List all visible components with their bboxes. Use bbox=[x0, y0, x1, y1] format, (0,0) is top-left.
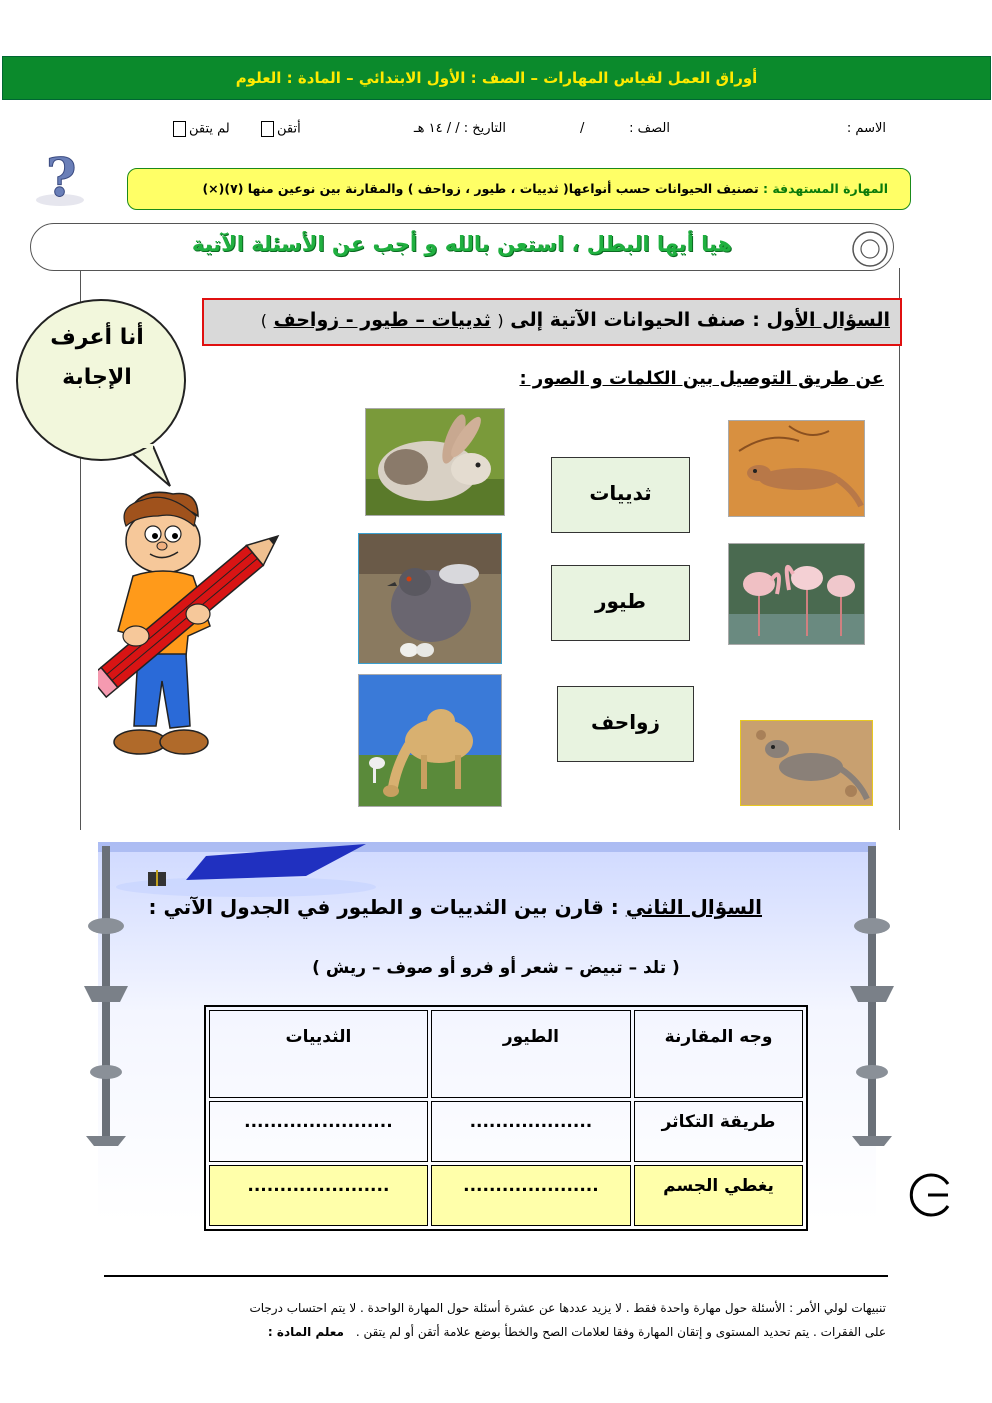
category-reptiles[interactable]: زواحف bbox=[557, 686, 694, 762]
options-close-paren: ) bbox=[260, 311, 267, 330]
footer-notes bbox=[126, 1296, 886, 1344]
frame-right-line bbox=[899, 268, 900, 830]
pigeon-photo[interactable] bbox=[358, 533, 502, 664]
class-label: الصف : bbox=[629, 121, 670, 136]
not-mastered-checkbox[interactable] bbox=[173, 121, 186, 137]
category-mammals[interactable]: ثدييات bbox=[551, 457, 690, 533]
lizard-photo[interactable] bbox=[728, 420, 865, 517]
header-banner bbox=[2, 56, 991, 100]
svg-text:?: ? bbox=[46, 148, 77, 208]
header-mammals: الثدييات bbox=[209, 1010, 428, 1098]
not-mastered-option[interactable] bbox=[170, 121, 230, 137]
mastered-label: أتقن bbox=[277, 121, 301, 137]
instruction-title: هيا أيها البطل ، استعن بالله و أجب عن الأسئلة الآتية bbox=[191, 232, 733, 256]
mastered-checkbox[interactable] bbox=[261, 121, 274, 137]
class-separator: / bbox=[580, 121, 585, 136]
bubble-line-2: الإجابة bbox=[62, 365, 132, 390]
footer-line-2: على الفقرات . يتم تحديد المستوى و إتقان المهارة وفقا لعلامات الصح والخطأ بوضع علامة أتقن أو لم يتقن . bbox=[355, 1325, 886, 1339]
options-open-paren: ( bbox=[497, 311, 504, 330]
page-corner-icon bbox=[904, 1170, 954, 1220]
header-comparison-aspect: وجه المقارنة bbox=[634, 1010, 803, 1098]
right-pole-decoration bbox=[846, 846, 898, 1146]
category-birds[interactable]: طيور bbox=[551, 565, 690, 641]
row-reproduction-birds-answer[interactable]: ................... bbox=[431, 1101, 631, 1162]
bubble-line-1: أنا أعرف bbox=[50, 325, 144, 350]
table-header-row bbox=[209, 1010, 803, 1098]
row-reproduction-mammals-answer[interactable]: ....................... bbox=[209, 1101, 428, 1162]
comparison-table bbox=[204, 1005, 808, 1231]
instruction-scroll bbox=[30, 223, 894, 271]
question-two-hint: ( تلد – تبيض – شعر أو فرو أو صوف – ريش ) bbox=[312, 958, 680, 978]
row-body-cover-mammals-answer[interactable]: ...................... bbox=[209, 1165, 428, 1226]
footer-line-1: تنبيهات لولي الأمر : الأسئلة حول مهارة واحدة فقط . لا يزيد عددها عن عشرة أسئلة حول المهارة الواحدة . لا يتم احتساب درجات bbox=[249, 1301, 886, 1315]
boy-with-pencil-illustration bbox=[98, 486, 288, 762]
header-banner-text: أوراق العمل لقياس المهارات – الصف : الأول الابتدائي – المادة : العلوم bbox=[235, 69, 758, 87]
date-label: التاريخ : / / ١٤ هـ bbox=[413, 121, 506, 136]
flamingo-photo[interactable] bbox=[728, 543, 865, 645]
question-one-subtitle: عن طريق التوصيل بين الكلمات و الصور : bbox=[519, 368, 884, 389]
target-skill-box bbox=[127, 168, 911, 210]
question-mark-icon bbox=[30, 146, 90, 208]
question-one-options: ثدييات – طيور - زواحف bbox=[273, 309, 491, 331]
graduation-cap-icon bbox=[96, 842, 396, 902]
row-body-cover-label: يغطي الجسم bbox=[634, 1165, 803, 1226]
target-skill-label: المهارة المستهدفة : bbox=[763, 181, 888, 196]
header-birds: الطيور bbox=[431, 1010, 631, 1098]
target-skill-text: تصنيف الحيوانات حسب أنواعها( ثدييات ، طيور ، زواحف ) والمقارنة بين نوعين منها (٧)(×) bbox=[202, 181, 759, 196]
question-two-text: : قارن بين الثدييات و الطيور في الجدول الآتي : bbox=[148, 895, 619, 919]
desert-lizard-photo[interactable] bbox=[740, 720, 873, 806]
row-reproduction-label: طريقة التكاثر bbox=[634, 1101, 803, 1162]
table-row bbox=[209, 1101, 803, 1162]
left-pole-decoration bbox=[80, 846, 132, 1146]
question-two-label: السؤال الثاني bbox=[625, 895, 762, 919]
not-mastered-label: لم يتقن bbox=[189, 121, 230, 137]
rabbit-photo[interactable] bbox=[365, 408, 505, 516]
mastered-option[interactable] bbox=[258, 121, 301, 137]
row-body-cover-birds-answer[interactable]: ..................... bbox=[431, 1165, 631, 1226]
camel-photo[interactable] bbox=[358, 674, 502, 807]
name-label: الاسم : bbox=[846, 121, 886, 136]
scroll-curl-icon bbox=[848, 225, 892, 271]
footer-teacher-label: معلم المادة : bbox=[267, 1325, 344, 1339]
question-one-box bbox=[202, 298, 902, 346]
question-one-text: : صنف الحيوانات الآتية إلى bbox=[510, 309, 760, 331]
table-row bbox=[209, 1165, 803, 1226]
question-one-label: السؤال الأول bbox=[766, 309, 890, 331]
footer-divider bbox=[104, 1275, 888, 1277]
